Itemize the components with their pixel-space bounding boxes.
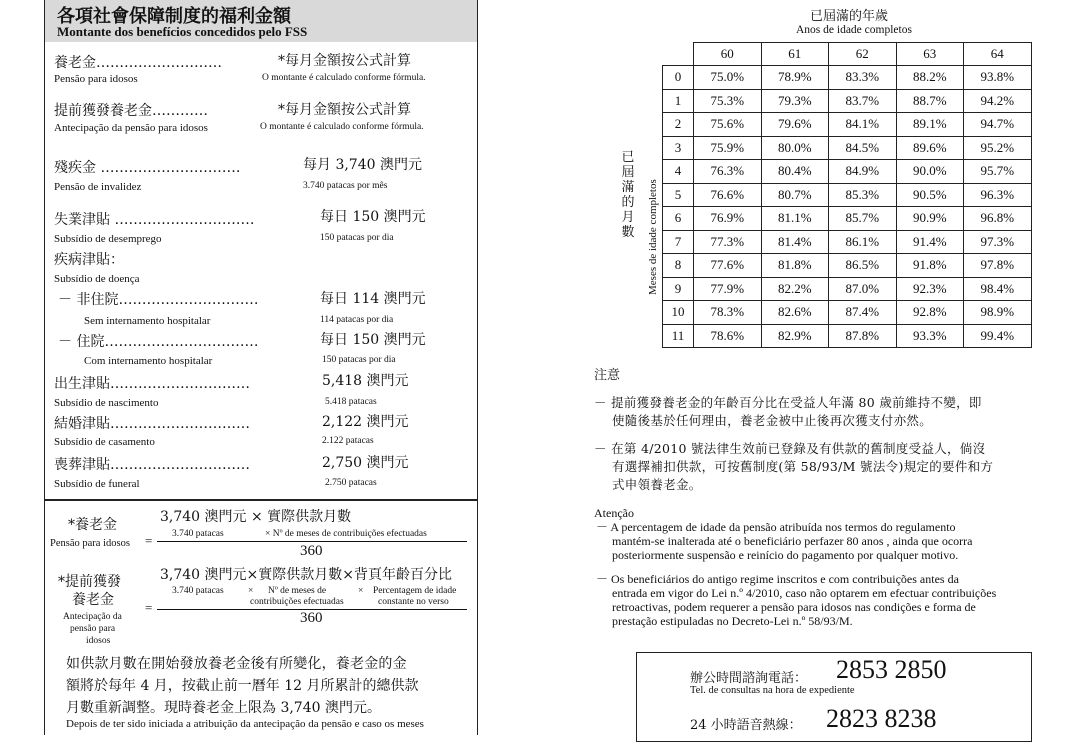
formula1-numerator-pt-b: × Nº de meses de contribuições efectuadas bbox=[265, 529, 427, 539]
table-row bbox=[663, 254, 1032, 278]
benefit-value-sem-intern: 每日 114 澳門元 bbox=[320, 291, 426, 307]
table-row-month: 1 bbox=[663, 89, 694, 113]
benefit-label-com-intern: － 住院…………………………… bbox=[58, 334, 259, 350]
formula2-numerator-pt-b1: Nº de meses de bbox=[268, 586, 327, 596]
formula2-equals: = bbox=[145, 600, 153, 615]
formula2-label-2: 養老金 bbox=[72, 592, 114, 608]
table-cell: 78.6% bbox=[694, 324, 762, 348]
table-col-header: 60 bbox=[694, 43, 762, 66]
formula1-numerator-pt-a: 3.740 patacas bbox=[172, 529, 224, 539]
benefit-label-nascimento: 出生津貼………………………… bbox=[54, 376, 250, 392]
benefit-value-sem-intern-pt: 114 patacas por dia bbox=[320, 315, 394, 325]
benefit-value-pensao: *每月金額按公式計算 bbox=[278, 53, 411, 69]
formula2-denominator: 360 bbox=[300, 610, 323, 626]
table-row bbox=[663, 277, 1032, 301]
formula-note-pt: Depois de ter sido iniciada a atribuição da antecipação da pensão e caso os meses bbox=[66, 718, 424, 730]
table-cell: 93.8% bbox=[964, 66, 1032, 90]
table-cell: 90.0% bbox=[896, 160, 964, 184]
benefit-label-desemprego: 失業津貼 ………………………… bbox=[54, 212, 255, 228]
table-row bbox=[663, 301, 1032, 325]
table-row bbox=[663, 160, 1032, 184]
formula2-numerator-pt-b2: contribuições efectuadas bbox=[250, 597, 344, 607]
table-cell: 77.3% bbox=[694, 230, 762, 254]
notes-heading: 注意 bbox=[594, 368, 621, 383]
benefit-label-doenca: 疾病津貼： bbox=[54, 252, 124, 268]
note-pt-2-line-2: entrada em vigor do Lei n.º 4/2010, caso não optarem em efectuar contribuições bbox=[612, 586, 997, 600]
formula2-numerator-pt-c2: constante no verso bbox=[378, 597, 449, 607]
table-row-axis-char: 數 bbox=[621, 225, 635, 240]
table-row-axis-label-pt-wrap bbox=[647, 155, 659, 295]
benefit-label-pensao: 養老金……………………… bbox=[54, 55, 222, 71]
benefit-value-invalidez: 每月 3,740 澳門元 bbox=[303, 157, 422, 173]
hotline-label: 24 小時語音熱線： bbox=[690, 718, 802, 733]
table-cell: 95.2% bbox=[964, 136, 1032, 160]
table-cell: 87.0% bbox=[829, 277, 897, 301]
table-row-axis-char: 的 bbox=[621, 195, 635, 210]
table-cell: 81.8% bbox=[761, 254, 829, 278]
benefit-label-nascimento-pt: Subsídio de nascimento bbox=[54, 397, 159, 409]
formula2-label-pt-2: pensão para bbox=[70, 624, 116, 634]
table-cell: 86.5% bbox=[829, 254, 897, 278]
table-cell: 83.7% bbox=[829, 89, 897, 113]
benefit-value-com-intern-pt: 150 patacas por dia bbox=[322, 355, 396, 365]
table-row bbox=[663, 230, 1032, 254]
table-cell: 96.8% bbox=[964, 207, 1032, 231]
table-cell: 94.2% bbox=[964, 89, 1032, 113]
table-cell: 82.9% bbox=[761, 324, 829, 348]
table-row-month: 2 bbox=[663, 113, 694, 137]
table-cell: 93.3% bbox=[896, 324, 964, 348]
benefit-label-casamento: 結婚津貼………………………… bbox=[54, 416, 250, 432]
table-cell: 91.4% bbox=[896, 230, 964, 254]
formula1-denominator: 360 bbox=[300, 543, 323, 559]
note-pt-2-line-1: － Os beneficiários do antigo regime inscritos e com contribuições antes da bbox=[596, 572, 959, 586]
benefit-value-funeral-pt: 2.750 patacas bbox=[325, 478, 377, 488]
table-cell: 87.8% bbox=[829, 324, 897, 348]
formula2-numerator-pt-c1: Percentagem de idade bbox=[373, 586, 457, 596]
table-cell: 77.9% bbox=[694, 277, 762, 301]
table-row-axis-label bbox=[621, 150, 635, 240]
table-cell: 84.1% bbox=[829, 113, 897, 137]
table-row bbox=[663, 207, 1032, 231]
table-header-row bbox=[663, 43, 1032, 66]
table-cell: 76.6% bbox=[694, 183, 762, 207]
table-row-axis-char: 屆 bbox=[621, 165, 635, 180]
table-cell: 89.1% bbox=[896, 113, 964, 137]
table-cell: 84.5% bbox=[829, 136, 897, 160]
table-row bbox=[663, 89, 1032, 113]
benefit-label-sem-intern: － 非住院………………………… bbox=[58, 292, 259, 308]
formula1-numerator: 3,740 澳門元 × 實際供款月數 bbox=[160, 509, 352, 525]
benefit-label-casamento-pt: Subsídio de casamento bbox=[54, 436, 155, 448]
office-phone-label-pt: Tel. de consultas na hora de expediente bbox=[690, 685, 855, 696]
note-pt-1-line-2: mantém-se inalterada até o beneficiário perfazer 80 anos , ainda que ocorra bbox=[612, 534, 973, 548]
table-cell: 76.9% bbox=[694, 207, 762, 231]
table-cell: 78.3% bbox=[694, 301, 762, 325]
table-col-header: 62 bbox=[829, 43, 897, 66]
table-col-header: 61 bbox=[761, 43, 829, 66]
table-corner bbox=[663, 43, 694, 66]
page-title: 各項社會保障制度的福利金額 bbox=[57, 6, 291, 27]
page-subtitle: Montante dos benefícios concedidos pelo FSS bbox=[57, 24, 308, 39]
formula-note-line-3: 月數重新調整。現時養老金上限為 3,740 澳門元。 bbox=[66, 700, 381, 716]
table-cell: 85.3% bbox=[829, 183, 897, 207]
benefit-value-pensao-pt: O montante é calculado conforme fórmula. bbox=[262, 73, 426, 83]
table-cell: 80.0% bbox=[761, 136, 829, 160]
table-cell: 97.3% bbox=[964, 230, 1032, 254]
table-cell: 98.9% bbox=[964, 301, 1032, 325]
age-percentage-table bbox=[662, 42, 1032, 348]
benefit-label-com-intern-pt: Com internamento hospitalar bbox=[84, 355, 213, 367]
benefit-value-antecipacao-pt: O montante é calculado conforme fórmula. bbox=[260, 122, 424, 132]
formula2-label-pt-3: idosos bbox=[86, 636, 111, 646]
table-cell: 82.2% bbox=[761, 277, 829, 301]
table-col-header: 64 bbox=[964, 43, 1032, 66]
table-row bbox=[663, 136, 1032, 160]
note-cn-2-line-3: 式申領養老金。 bbox=[612, 477, 702, 492]
note-cn-2-line-2: 有選擇補扣供款，可按舊制度(第 58/93/M 號法令)規定的要件和方 bbox=[612, 459, 994, 474]
benefit-label-desemprego-pt: Subsídio de desemprego bbox=[54, 233, 162, 245]
table-cell: 75.9% bbox=[694, 136, 762, 160]
table-cell: 80.7% bbox=[761, 183, 829, 207]
formula-note-line-1: 如供款月數在開始發放養老金後有所變化，養老金的金 bbox=[66, 656, 407, 672]
table-row bbox=[663, 183, 1032, 207]
benefit-value-nascimento: 5,418 澳門元 bbox=[322, 373, 409, 389]
notes-pt-heading: Atenção bbox=[594, 506, 634, 520]
table-cell: 83.3% bbox=[829, 66, 897, 90]
office-phone-label: 辦公時間諮詢電話： bbox=[690, 671, 808, 686]
table-row-month: 11 bbox=[663, 324, 694, 348]
table-cell: 80.4% bbox=[761, 160, 829, 184]
table-cell: 77.6% bbox=[694, 254, 762, 278]
table-row-month: 8 bbox=[663, 254, 694, 278]
table-cell: 86.1% bbox=[829, 230, 897, 254]
table-cell: 97.8% bbox=[964, 254, 1032, 278]
benefit-label-doenca-pt: Subsídio de doença bbox=[54, 273, 140, 285]
table-row-axis-label-pt: Meses de idade completos bbox=[647, 179, 659, 295]
benefit-value-invalidez-pt: 3.740 patacas por mês bbox=[303, 181, 388, 191]
table-row bbox=[663, 66, 1032, 90]
table-cell: 90.9% bbox=[896, 207, 964, 231]
benefit-value-funeral: 2,750 澳門元 bbox=[322, 455, 409, 471]
table-cell: 82.6% bbox=[761, 301, 829, 325]
table-row-axis-char: 滿 bbox=[621, 180, 635, 195]
table-cell: 98.4% bbox=[964, 277, 1032, 301]
table-cell: 91.8% bbox=[896, 254, 964, 278]
table-cell: 81.4% bbox=[761, 230, 829, 254]
benefit-value-casamento: 2,122 澳門元 bbox=[322, 414, 409, 430]
benefit-label-antecipacao: 提前獲發養老金………… bbox=[54, 103, 208, 119]
benefit-value-desemprego: 每日 150 澳門元 bbox=[320, 209, 426, 225]
formula2-numerator: 3,740 澳門元×實際供款月數×背頁年齡百分比 bbox=[160, 567, 452, 583]
formula-note-line-2: 額將於每年 4 月，按截止前一曆年 12 月所累計的總供款 bbox=[66, 678, 419, 694]
benefit-value-desemprego-pt: 150 patacas por dia bbox=[320, 233, 394, 243]
table-cell: 88.2% bbox=[896, 66, 964, 90]
formula2-times-2: × bbox=[358, 586, 364, 596]
table-cell: 95.7% bbox=[964, 160, 1032, 184]
table-cell: 76.3% bbox=[694, 160, 762, 184]
table-cell: 90.5% bbox=[896, 183, 964, 207]
formula1-label-pt: Pensão para idosos bbox=[50, 538, 130, 549]
benefit-value-antecipacao: *每月金額按公式計算 bbox=[278, 102, 411, 118]
formula2-times-1: × bbox=[248, 586, 254, 596]
table-cell: 78.9% bbox=[761, 66, 829, 90]
office-phone-number[interactable]: 2853 2850 bbox=[836, 655, 947, 684]
formula1-label: *養老金 bbox=[68, 517, 117, 533]
formula1-fraction-bar bbox=[157, 541, 467, 542]
note-pt-1-line-1: － A percentagem de idade da pensão atribuída nos termos do regulamento bbox=[596, 520, 956, 534]
table-cell: 75.0% bbox=[694, 66, 762, 90]
benefit-label-invalidez-pt: Pensão de invalidez bbox=[54, 181, 142, 193]
hotline-number[interactable]: 2823 8238 bbox=[826, 704, 937, 733]
table-row bbox=[663, 113, 1032, 137]
benefit-value-nascimento-pt: 5.418 patacas bbox=[325, 397, 377, 407]
benefit-label-funeral-pt: Subsídio de funeral bbox=[54, 478, 140, 490]
table-cell: 81.1% bbox=[761, 207, 829, 231]
table-row-month: 4 bbox=[663, 160, 694, 184]
table-cell: 84.9% bbox=[829, 160, 897, 184]
table-cell: 92.3% bbox=[896, 277, 964, 301]
table-col-header: 63 bbox=[896, 43, 964, 66]
table-cell: 75.3% bbox=[694, 89, 762, 113]
formula2-label-pt-1: Antecipação da bbox=[63, 612, 122, 622]
table-cell: 87.4% bbox=[829, 301, 897, 325]
benefit-label-antecipacao-pt: Antecipação da pensão para idosos bbox=[54, 122, 208, 134]
note-pt-1-line-3: posteriormente suspensão e reinício do pagamento por qualquer motivo. bbox=[612, 548, 959, 562]
table-row-month: 0 bbox=[663, 66, 694, 90]
benefit-label-invalidez: 殘疾金 ………………………… bbox=[54, 160, 241, 176]
table-row-axis-char: 已 bbox=[621, 150, 635, 165]
table-title: 已屆滿的年歲 bbox=[810, 9, 889, 24]
table-row-month: 3 bbox=[663, 136, 694, 160]
benefit-label-pensao-pt: Pensão para idosos bbox=[54, 73, 138, 85]
note-pt-2-line-3: retroactivas, podem requerer a pensão para idosos nas condições e forma de bbox=[612, 600, 976, 614]
formula1-equals: = bbox=[145, 533, 153, 548]
table-cell: 96.3% bbox=[964, 183, 1032, 207]
table-cell: 75.6% bbox=[694, 113, 762, 137]
note-cn-1-line-1: － 提前獲發養老金的年齡百分比在受益人年滿 80 歲前維持不變，即 bbox=[594, 395, 982, 410]
benefit-value-com-intern: 每日 150 澳門元 bbox=[320, 332, 426, 348]
formula2-label-1: *提前獲發 bbox=[58, 574, 121, 590]
table-cell: 89.6% bbox=[896, 136, 964, 160]
table-cell: 79.3% bbox=[761, 89, 829, 113]
formula2-numerator-pt-a: 3.740 patacas bbox=[172, 586, 224, 596]
table-row-month: 7 bbox=[663, 230, 694, 254]
note-cn-2-line-1: － 在第 4/2010 號法律生效前已登錄及有供款的舊制度受益人，倘沒 bbox=[594, 441, 986, 456]
benefit-value-casamento-pt: 2.122 patacas bbox=[322, 436, 374, 446]
table-cell: 79.6% bbox=[761, 113, 829, 137]
table-cell: 85.7% bbox=[829, 207, 897, 231]
table-row-month: 6 bbox=[663, 207, 694, 231]
table-subtitle: Anos de idade completos bbox=[796, 24, 912, 36]
table-cell: 99.4% bbox=[964, 324, 1032, 348]
table-row bbox=[663, 324, 1032, 348]
note-pt-2-line-4: prestação estipuladas no Decreto-Lei n.º 58/93/M. bbox=[612, 614, 853, 628]
table-row-month: 5 bbox=[663, 183, 694, 207]
table-row-month: 10 bbox=[663, 301, 694, 325]
note-cn-1-line-2: 使隨後基於任何理由，養老金被中止後再次獲支付亦然。 bbox=[612, 413, 933, 428]
table-cell: 92.8% bbox=[896, 301, 964, 325]
table-cell: 88.7% bbox=[896, 89, 964, 113]
benefit-label-sem-intern-pt: Sem internamento hospitalar bbox=[84, 315, 211, 327]
table-row-axis-char: 月 bbox=[621, 210, 635, 225]
table-cell: 94.7% bbox=[964, 113, 1032, 137]
table-row-month: 9 bbox=[663, 277, 694, 301]
benefit-label-funeral: 喪葬津貼………………………… bbox=[54, 457, 250, 473]
